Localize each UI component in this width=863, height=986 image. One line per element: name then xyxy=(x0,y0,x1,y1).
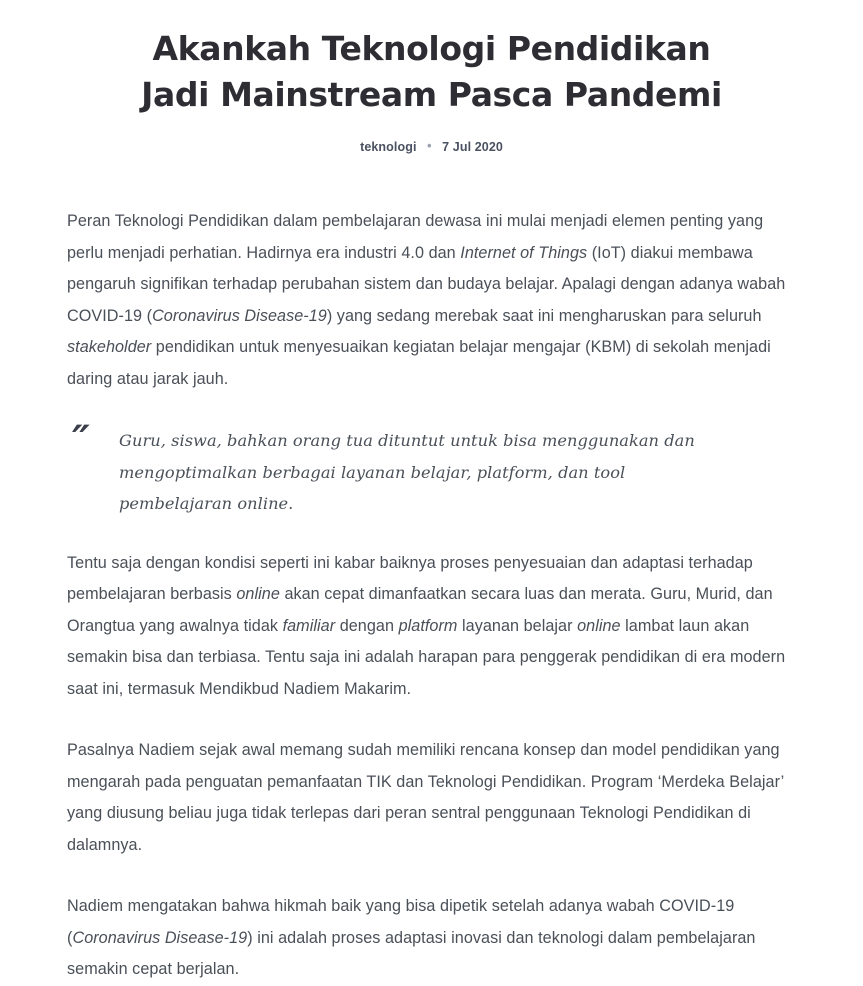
page-title: Akankah Teknologi Pendidikan Jadi Mainstream Pasca Pandemi xyxy=(141,29,722,114)
paragraph-2-emphasis-2: familiar xyxy=(282,616,336,635)
paragraph-4-emphasis-1: Coronavirus Disease-19 xyxy=(72,928,248,947)
paragraph-2-text-5: lambat laun akan semakin bisa dan terbiasa. Tentu saja ini adalah harapan para penggerak pendidikan di era modern saat ini, termasuk Mendikbud Nadiem Makarim. xyxy=(67,616,786,698)
paragraph-2-emphasis-4: online xyxy=(577,616,621,635)
pull-quote xyxy=(67,417,796,520)
article-date: 7 Jul 2020 xyxy=(442,140,503,154)
article-body xyxy=(0,206,863,986)
paragraph-2-text-1: Tentu saja dengan kondisi seperti ini kabar baiknya proses penyesuaian dan adaptasi terhadap pembelajaran berbasis xyxy=(67,553,753,603)
quote-mark-icon: ″ xyxy=(72,417,90,464)
paragraph-4-text-2: ) ini adalah proses adaptasi inovasi dan teknologi dalam pembelajaran semakin cepat berjalan. xyxy=(67,928,756,978)
paragraph-1-text-2: (IoT) diakui membawa pengaruh signifikan terhadap perubahan sistem dan budaya belajar. Apalagi dengan adanya wabah COVID-19 ( xyxy=(67,243,786,325)
paragraph-2 xyxy=(67,548,796,706)
paragraph-2-emphasis-3: platform xyxy=(398,616,458,635)
paragraph-1-text-1: Peran Teknologi Pendidikan dalam pembelajaran dewasa ini mulai menjadi elemen penting yang perlu menjadi perhatian. Hadirnya era industri 4.0 dan xyxy=(67,212,764,262)
article-byline xyxy=(60,140,803,154)
paragraph-2-emphasis-1: online xyxy=(236,585,280,603)
paragraph-1 xyxy=(67,206,796,395)
byline-separator-dot: • xyxy=(427,139,432,153)
paragraph-2-text-2: akan cepat dimanfaatkan secara luas dan merata. Guru, Murid, dan Orangtua yang awalnya tidak xyxy=(67,585,773,635)
paragraph-2-text-4: layanan belajar xyxy=(457,616,578,635)
paragraph-4 xyxy=(67,891,796,986)
article-category[interactable]: teknologi xyxy=(360,140,417,154)
paragraph-1-text-3: ) yang sedang merebak saat ini mengharuskan para seluruh xyxy=(326,306,762,325)
paragraph-3: Pasalnya Nadiem sejak awal memang sudah memiliki rencana konsep dan model pendidikan yang mengarah pada penguatan pemanfaatan TIK dan Teknologi Pendidikan. Program ‘Merdeka Belajar’ yang diusung beliau juga tidak terlepas dari peran sentral penggunaan Teknologi Pendidikan di dalamnya. xyxy=(67,741,784,854)
paragraph-4-text-1: Nadiem mengatakan bahwa hikmah baik yang bisa dipetik setelah adanya wabah COVID-19 ( xyxy=(67,897,735,947)
paragraph-1-emphasis-1: Internet of Things xyxy=(460,243,588,262)
paragraph-2-text-3: dengan xyxy=(335,616,399,635)
paragraph-1-text-4: pendidikan untuk menyesuaikan kegiatan belajar mengajar (KBM) di sekolah menjadi daring atau jarak jauh. xyxy=(67,338,771,388)
paragraph-1-emphasis-3: stakeholder xyxy=(67,338,152,356)
pull-quote-text: Guru, siswa, bahkan orang tua dituntut untuk bisa menggunakan dan mengoptimalkan berbagai layanan belajar, platform, dan tool pembelajaran online. xyxy=(119,431,695,513)
article-header xyxy=(0,0,863,154)
paragraph-1-emphasis-2: Coronavirus Disease-19 xyxy=(152,306,327,325)
